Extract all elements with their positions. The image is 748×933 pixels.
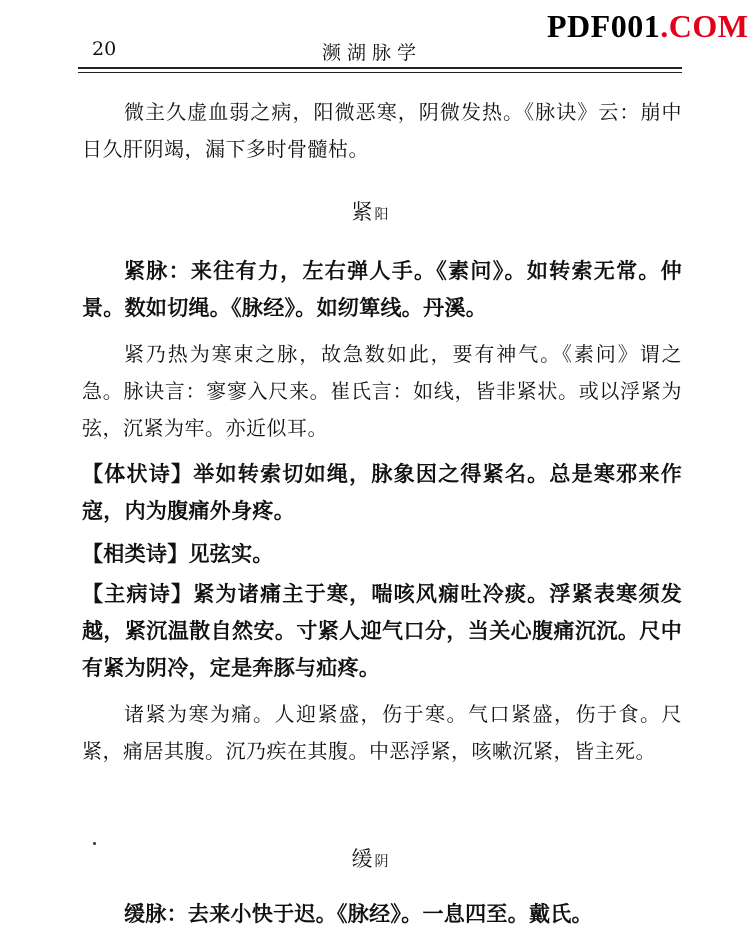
book-title: 濒湖脉学	[322, 42, 423, 64]
header-rule-thick	[78, 67, 682, 69]
poem-label: 【主病诗】	[82, 582, 194, 606]
paragraph-zhu-bing-shi	[82, 576, 682, 687]
watermark-ext: COM	[668, 8, 748, 44]
poem-text: 紧为诸痛主于寒，喘咳风痫吐冷痰。浮紧表寒须发越，紧沉温散自然安。寸紧人迎气口分，当关心腹痛沉沉。尺中有紧为阴冷，定是奔豚与疝疼。	[82, 582, 682, 680]
paragraph-huan-definition: 缓脉：去来小快于迟。《脉经》。一息四至。戴氏。	[124, 902, 593, 926]
section-heading-jin	[0, 196, 740, 226]
paragraph-jin-commentary: 紧乃热为寒束之脉，故急数如此，要有神气。《素问》谓之急。脉诀言：寥寥入尺来。崔氏言：如线，皆非紧状。或以浮紧为弦，沉紧为牢。亦近似耳。	[82, 342, 682, 440]
page-number: 20	[92, 38, 117, 60]
section-title: 紧	[351, 200, 373, 224]
watermark-main: PDF001	[547, 8, 661, 44]
paragraph-wei-disease: 微主久虚血弱之病，阳微恶寒，阴微发热。《脉诀》云：崩中日久肝阴竭，漏下多时骨髓枯。	[82, 100, 682, 161]
page-header	[0, 0, 748, 80]
paragraph-ti-zhuang-shi	[82, 456, 682, 530]
section-title: 缓	[351, 847, 373, 871]
poem-text: 见弦实。	[188, 542, 274, 566]
paragraph-jin-diseases: 诸紧为寒为痛。人迎紧盛，伤于寒。气口紧盛，伤于食。尺紧，痛居其腹。沉乃疾在其腹。中恶浮紧，咳嗽沉紧，皆主死。	[82, 702, 682, 763]
poem-label: 【相类诗】	[82, 542, 189, 566]
section-tag: 阴	[374, 854, 389, 870]
poem-label: 【体状诗】	[82, 462, 194, 486]
watermark-dot: .	[660, 8, 669, 44]
poem-text: 举如转索切如绳，脉象因之得紧名。总是寒邪来作寇，内为腹痛外身疼。	[82, 462, 682, 523]
header-rule-thin	[78, 72, 682, 73]
section-tag: 阳	[374, 207, 389, 223]
section-heading-huan	[0, 843, 740, 873]
paragraph-jin-definition: 紧脉：来往有力，左右弹人手。《素问》。如转索无常。仲景。数如切绳。《脉经》。如纫箄线。丹溪。	[82, 259, 682, 320]
watermark-logo	[547, 8, 748, 45]
scan-speck	[93, 842, 96, 845]
paragraph-xiang-lei-shi	[82, 536, 682, 573]
